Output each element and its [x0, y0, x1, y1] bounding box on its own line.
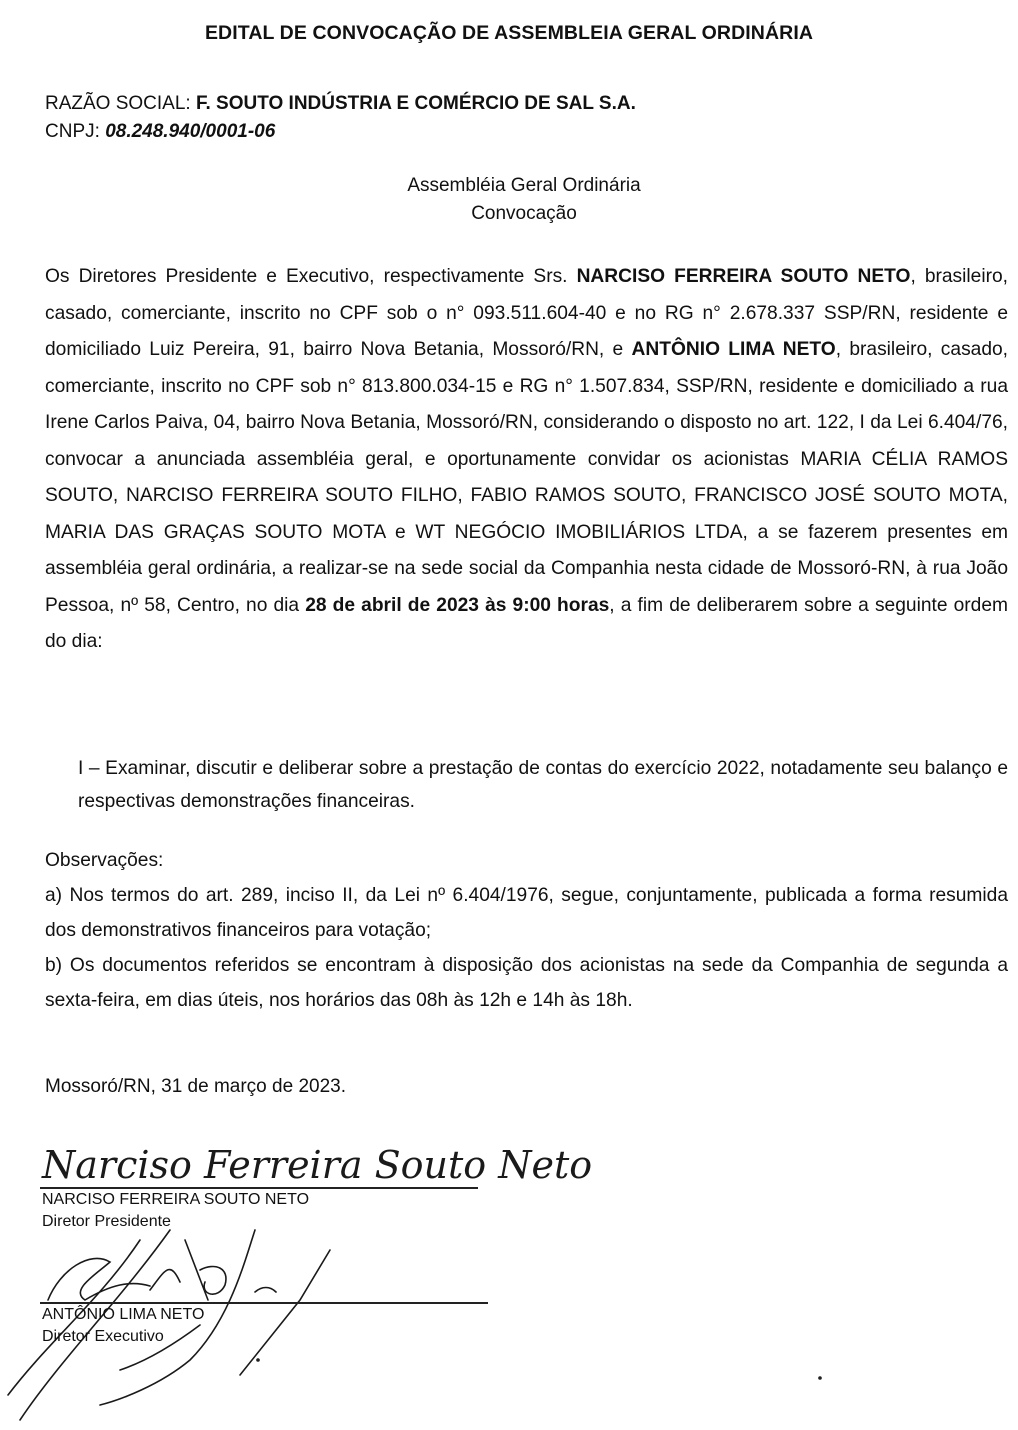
body-text-part3: , brasileiro, casado, comerciante, inscrito no CPF sob n° 813.800.034-15 e RG n° 1.507.834, SSP/RN, residente e domiciliado a rua Irene Carlos Paiva, 04, bairro Nova Betania, Mossoró/RN, considerando o disposto no art. 122, I da Lei 6.404/76, convocar a anunciada assembléia geral, e oportunamente convidar os acionistas MARIA CÉLIA RAMOS SOUTO, NARCISO FERREIRA SOUTO FILHO, FABIO RAMOS SOUTO, FRANCISCO JOSÉ SOUTO MOTA, MARIA DAS GRAÇAS SOUTO MOTA e WT NEGÓCIO IMOBILIÁRIOS LTDA, a se fazerem presentes em assembléia geral ordinária, a realizar-se na sede social da Companhia nesta cidade de Mossoró-RN, à rua João Pessoa, nº 58, Centro, no dia [45, 339, 1009, 616]
ink-dot [819, 1377, 821, 1379]
body-text-part4: , a fim de deliberarem sobre a seguinte ordem do dia: [45, 594, 1008, 652]
signature-2-stroke [255, 1288, 276, 1293]
signature-1-handwriting: Narciso Ferreira Souto Neto [42, 1143, 593, 1187]
place-date: Mossoró/RN, 31 de março de 2023. [45, 1076, 346, 1097]
meeting-datetime: 28 de abril de 2023 às 9:00 horas [305, 594, 610, 616]
cnpj-number: 08.248.940/0001-06 [105, 121, 276, 142]
body-text-part2: , brasileiro, casado, comerciante, inscrito no CPF sob o n° 093.511.604-40 e no RG n° 2.678.337 SSP/RN, residente e domiciliado Luiz Pereira, 91, bairro Nova Betania, Mossoró/RN, e [45, 266, 1009, 360]
document-title: EDITAL DE CONVOCAÇÃO DE ASSEMBLEIA GERAL ORDINÁRIA [204, 22, 814, 44]
director-name-1: NARCISO FERREIRA SOUTO NETO [576, 266, 911, 287]
observation-a: a) Nos termos do art. 289, inciso II, da Lei nº 6.404/1976, segue, conjuntamente, publicada a forma resumida dos demonstrativos financeiros para votação; [45, 885, 1008, 941]
signature-2-stroke [240, 1250, 330, 1375]
signatory-name-2: ANTÔNIO LIMA NETO [42, 1306, 205, 1323]
signatory-role-1: Diretor Presidente [42, 1213, 171, 1230]
subtitle-assembly: Assembléia Geral Ordinária [407, 175, 641, 196]
agenda-item: I – Examinar, discutir e deliberar sobre a prestação de contas do exercício 2022, notadamente seu balanço e respectivas demonstrações financeiras. [78, 758, 1008, 812]
observations-heading: Observações: [45, 850, 164, 871]
ink-dot [257, 1359, 259, 1361]
body-text-part1: Os Diretores Presidente e Executivo, respectivamente Srs. [45, 266, 577, 287]
cnpj-label: CNPJ: [45, 121, 106, 142]
subtitle-convocation: Convocação [471, 203, 577, 224]
signature-2-stroke [185, 1240, 208, 1300]
company-name: F. SOUTO INDÚSTRIA E COMÉRCIO DE SAL S.A. [195, 93, 636, 114]
director-name-2: ANTÔNIO LIMA NETO [631, 339, 836, 360]
signature-2-stroke [150, 1270, 180, 1290]
signatory-role-2: Diretor Executivo [42, 1328, 164, 1345]
observation-b: b) Os documentos referidos se encontram à disposição dos acionistas na sede da Companhia de segunda a sexta-feira, em dias úteis, nos horários das 08h às 12h e 14h às 18h. [45, 955, 1008, 1011]
signatory-name-1: NARCISO FERREIRA SOUTO NETO [42, 1191, 310, 1208]
signature-block-1 [42, 1189, 309, 1233]
signature-block-2 [42, 1304, 204, 1348]
company-label: RAZÃO SOCIAL: [45, 93, 196, 114]
